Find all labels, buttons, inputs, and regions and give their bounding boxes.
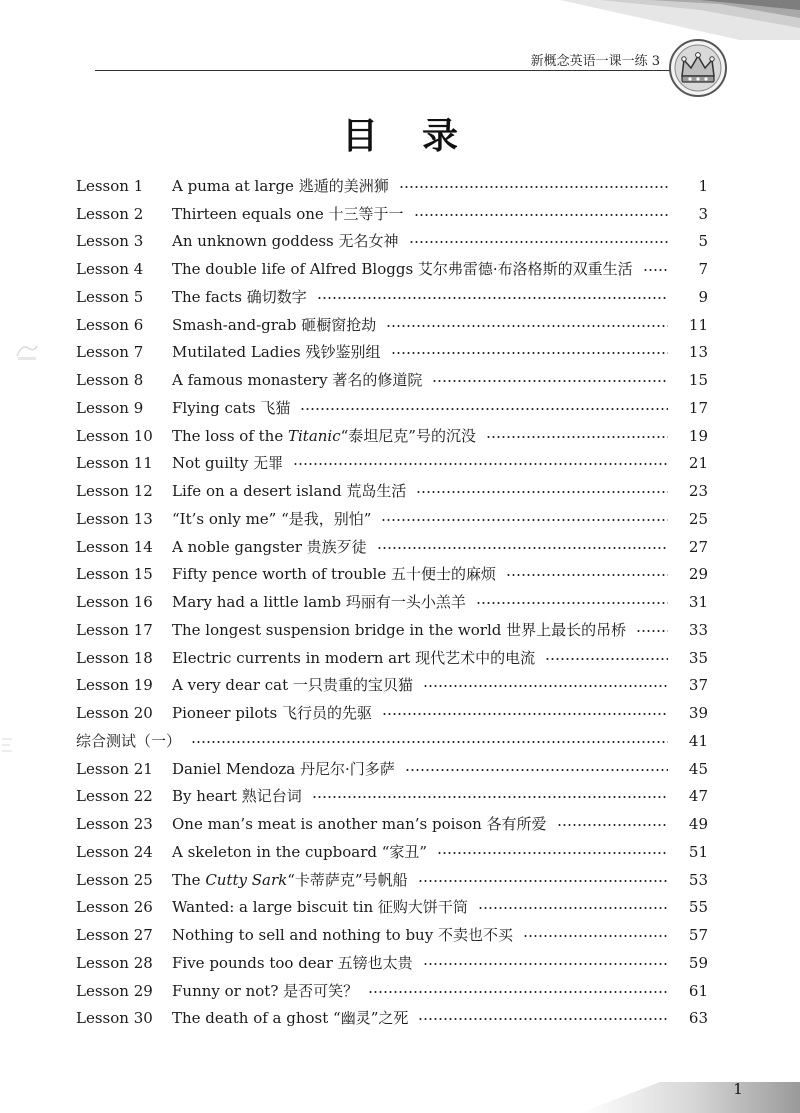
toc-entry-italic-part: Titanic — [288, 426, 341, 445]
toc-entry-part: The — [172, 870, 206, 889]
toc-page-number: 55 — [688, 898, 708, 917]
toc-row[interactable] — [76, 588, 708, 616]
toc-entry-part: Smash-and-grab 砸橱窗抢劫 — [172, 315, 377, 334]
toc-row[interactable] — [76, 755, 708, 783]
crown-icon — [668, 38, 728, 98]
toc-dot-leader — [437, 852, 668, 854]
toc-entry-title — [172, 760, 395, 778]
toc-page-number: 19 — [688, 426, 708, 445]
toc-entry-part: Mutilated Ladies 残钞鉴别组 — [172, 343, 381, 362]
toc-entry-title — [172, 621, 626, 639]
watermark-mark-icon — [0, 735, 14, 757]
toc-entry-title — [172, 954, 413, 972]
toc-lesson-label: Lesson 24 — [76, 842, 153, 861]
toc-dot-leader — [293, 463, 668, 465]
toc-page-number: 9 — [698, 287, 708, 306]
toc-dot-leader — [418, 880, 668, 882]
toc-dot-leader — [382, 713, 668, 715]
toc-lesson-label: Lesson 25 — [76, 870, 153, 889]
footer-decoration-bar — [520, 1082, 800, 1113]
toc-page-number: 51 — [688, 842, 708, 861]
toc-lesson-label: Lesson 9 — [76, 398, 144, 417]
toc-lesson-label: Lesson 29 — [76, 981, 153, 1000]
page-number: 1 — [733, 1080, 743, 1098]
toc-row[interactable] — [76, 894, 708, 922]
toc-entry-title — [172, 510, 371, 528]
toc-entry-part: Wanted: a large biscuit tin 征购大饼干筒 — [172, 898, 468, 917]
toc-lesson-label: Lesson 28 — [76, 953, 153, 972]
toc-page-number: 29 — [688, 565, 708, 584]
toc-row[interactable] — [76, 699, 708, 727]
toc-entry-title — [172, 982, 358, 1000]
toc-lesson-label: Lesson 13 — [76, 509, 153, 528]
toc-dot-leader — [486, 436, 668, 438]
toc-dot-leader — [418, 1018, 668, 1020]
toc-row[interactable] — [76, 283, 708, 311]
toc-dot-leader — [423, 963, 668, 965]
toc-dot-leader — [409, 241, 668, 243]
toc-row[interactable] — [76, 1005, 708, 1033]
toc-row[interactable] — [76, 866, 708, 894]
toc-lesson-label: Lesson 21 — [76, 759, 153, 778]
toc-dot-leader — [405, 769, 668, 771]
toc-entry-part: Electric currents in modern art 现代艺术中的电流 — [172, 648, 536, 667]
toc-entry-part: Pioneer pilots 飞行员的先驱 — [172, 704, 372, 723]
toc-lesson-label: 综合测试（一） — [76, 731, 182, 750]
toc-entry-title — [172, 843, 427, 861]
toc-lesson-label: Lesson 8 — [76, 371, 144, 390]
toc-entry-part: Life on a desert island 荒岛生活 — [172, 482, 407, 501]
toc-page-number: 25 — [688, 509, 708, 528]
toc-page-number: 23 — [688, 482, 708, 501]
toc-page-number: 7 — [698, 260, 708, 279]
toc-lesson-label: Lesson 20 — [76, 704, 153, 723]
toc-entry-title — [172, 482, 406, 500]
toc-page-number: 3 — [698, 204, 708, 223]
toc-dot-leader — [643, 269, 668, 271]
toc-entry-italic-part: Cutty Sark — [205, 870, 288, 889]
toc-entry-part: The double life of Alfred Bloggs 艾尔弗雷德·布洛格斯的双重生活 — [172, 260, 633, 279]
toc-row[interactable] — [76, 255, 708, 283]
toc-lesson-label: Lesson 16 — [76, 593, 153, 612]
toc-page-number: 47 — [688, 787, 708, 806]
watermark-logo-icon — [14, 342, 40, 364]
toc-dot-leader — [317, 297, 668, 299]
toc-dot-leader — [377, 547, 668, 549]
toc-lesson-label: Lesson 26 — [76, 898, 153, 917]
toc-page-number: 17 — [688, 398, 708, 417]
toc-lesson-label: Lesson 14 — [76, 537, 153, 556]
toc-page-number: 57 — [688, 926, 708, 945]
toc-dot-leader — [391, 352, 668, 354]
toc-row[interactable] — [76, 672, 708, 700]
toc-lesson-label: Lesson 17 — [76, 620, 153, 639]
toc-dot-leader — [636, 630, 668, 632]
toc-dot-leader — [300, 408, 668, 410]
toc-entry-part: “卡蒂萨克”号帆船 — [287, 870, 408, 889]
toc-lesson-label: Lesson 5 — [76, 287, 144, 306]
toc-row[interactable] — [76, 810, 708, 838]
toc-entry-title — [172, 871, 408, 889]
series-title: 新概念英语一课一练 3 — [530, 54, 660, 69]
toc-page-number: 5 — [698, 232, 708, 251]
toc-dot-leader — [191, 741, 668, 743]
toc-entry-title — [172, 926, 513, 944]
toc-entry-title — [172, 288, 307, 306]
toc-entry-title — [172, 898, 468, 916]
toc-entry-title — [172, 454, 283, 472]
toc-entry-title — [172, 538, 367, 556]
toc-entry-part: The loss of the — [172, 426, 288, 445]
toc-dot-leader — [478, 907, 668, 909]
toc-entry-title — [172, 316, 376, 334]
toc-row[interactable] — [76, 200, 708, 228]
toc-dot-leader — [506, 574, 668, 576]
header-rule — [95, 70, 695, 71]
toc-row[interactable] — [76, 172, 708, 200]
toc-row[interactable] — [76, 783, 708, 811]
toc-entry-part: “泰坦尼克”号的沉没 — [340, 426, 476, 445]
toc-dot-leader — [476, 602, 668, 604]
toc-entry-part: A puma at large 逃遁的美洲狮 — [172, 176, 389, 195]
toc-page-number: 27 — [688, 537, 708, 556]
toc-dot-leader — [523, 935, 668, 937]
page-title: 目录 — [341, 115, 502, 157]
toc-lesson-label: Lesson 7 — [76, 343, 144, 362]
toc-page-number: 31 — [688, 593, 708, 612]
toc-entry-part: Fifty pence worth of trouble 五十便士的麻烦 — [172, 565, 496, 584]
toc-dot-leader — [416, 491, 668, 493]
toc-lesson-label: Lesson 3 — [76, 232, 144, 251]
toc-lesson-label: Lesson 6 — [76, 315, 144, 334]
toc-entry-part: Flying cats 飞猫 — [172, 398, 291, 417]
toc-row[interactable] — [76, 949, 708, 977]
toc-row[interactable] — [76, 394, 708, 422]
toc-dot-leader — [399, 186, 668, 188]
toc-page-number: 45 — [688, 759, 708, 778]
toc-entry-part: By heart 熟记台词 — [172, 787, 302, 806]
toc-row[interactable] — [76, 977, 708, 1005]
toc-entry-part: Five pounds too dear 五镑也太贵 — [172, 953, 413, 972]
toc-dot-leader — [386, 325, 668, 327]
toc-entry-title — [172, 565, 496, 583]
toc-entry-part: The death of a ghost “幽灵”之死 — [172, 1009, 409, 1028]
toc-row[interactable] — [76, 505, 708, 533]
toc-dot-leader — [557, 824, 668, 826]
toc-row[interactable] — [76, 533, 708, 561]
toc-quiz-row[interactable] — [76, 727, 708, 755]
toc-dot-leader — [545, 658, 668, 660]
toc-page-number: 11 — [688, 315, 708, 334]
toc-dot-leader — [312, 796, 668, 798]
toc-page-number: 33 — [688, 620, 708, 639]
toc-entry-part: The longest suspension bridge in the world 世界上最长的吊桥 — [172, 620, 627, 639]
toc-entry-title — [172, 649, 535, 667]
toc-page-number: 41 — [688, 731, 708, 750]
toc-row[interactable] — [76, 422, 708, 450]
toc-entry-part: Daniel Mendoza 丹尼尔·门多萨 — [172, 759, 395, 778]
toc-dot-leader — [414, 214, 668, 216]
toc-entry-title — [172, 1009, 408, 1027]
toc-page-number: 53 — [688, 870, 708, 889]
toc-lesson-label: Lesson 12 — [76, 482, 153, 501]
toc-entry-title — [172, 815, 547, 833]
toc-entry-part: Not guilty 无罪 — [172, 454, 284, 473]
toc-row[interactable] — [76, 311, 708, 339]
toc-lesson-label: Lesson 4 — [76, 260, 144, 279]
toc-lesson-label: Lesson 30 — [76, 1009, 153, 1028]
toc-entry-title — [172, 343, 381, 361]
toc-page-number: 63 — [688, 1009, 708, 1028]
toc-page-number: 13 — [688, 343, 708, 362]
toc-lesson-label: Lesson 15 — [76, 565, 153, 584]
toc-row[interactable] — [76, 477, 708, 505]
toc-page-number: 21 — [688, 454, 708, 473]
toc-entry-part: Thirteen equals one 十三等于一 — [172, 204, 404, 223]
toc-entry-title — [172, 177, 389, 195]
toc-entry-part: A famous monastery 著名的修道院 — [172, 371, 423, 390]
toc-row[interactable] — [76, 921, 708, 949]
toc-entry-title — [172, 232, 399, 250]
toc-page-number: 37 — [688, 676, 708, 695]
toc-dot-leader — [423, 685, 668, 687]
toc-lesson-label: Lesson 10 — [76, 426, 153, 445]
toc-entry-title — [172, 593, 466, 611]
toc-entry-title — [172, 399, 290, 417]
toc-entry-title — [172, 260, 633, 278]
toc-entry-part: “It’s only me” “是我，别怕” — [172, 509, 372, 528]
toc-entry-part: A very dear cat 一只贵重的宝贝猫 — [172, 676, 413, 695]
toc-page-number: 15 — [688, 371, 708, 390]
toc-row[interactable] — [76, 838, 708, 866]
toc-lesson-label: Lesson 18 — [76, 648, 153, 667]
toc-dot-leader — [432, 380, 668, 382]
toc-entry-part: Mary had a little lamb 玛丽有一头小羔羊 — [172, 593, 466, 612]
toc-row[interactable] — [76, 339, 708, 367]
toc-entry-title — [172, 676, 413, 694]
toc-page-number: 35 — [688, 648, 708, 667]
toc-row[interactable] — [76, 450, 708, 478]
toc-entry-title — [172, 205, 404, 223]
toc-entry-title — [172, 704, 372, 722]
toc-dot-leader — [368, 991, 668, 993]
toc-page-number: 59 — [688, 953, 708, 972]
toc-lesson-label: Lesson 27 — [76, 926, 153, 945]
toc-entry-part: The facts 确切数字 — [172, 287, 307, 306]
toc-entry-part: A noble gangster 贵族歹徒 — [172, 537, 367, 556]
toc-page-number: 61 — [688, 981, 708, 1000]
toc-row[interactable] — [76, 616, 708, 644]
toc-entry-part: One man’s meat is another man’s poison 各有所爱 — [172, 815, 547, 834]
toc-entry-part: Funny or not? 是否可笑？ — [172, 981, 359, 1000]
toc-row[interactable] — [76, 561, 708, 589]
toc-entry-part: A skeleton in the cupboard “家丑” — [172, 842, 428, 861]
table-of-contents — [76, 172, 708, 1032]
toc-lesson-label: Lesson 19 — [76, 676, 153, 695]
toc-row[interactable] — [76, 366, 708, 394]
toc-lesson-label: Lesson 1 — [76, 176, 144, 195]
toc-lesson-label: Lesson 2 — [76, 204, 144, 223]
toc-row[interactable] — [76, 644, 708, 672]
toc-entry-title — [172, 787, 302, 805]
toc-page-number: 1 — [698, 176, 708, 195]
toc-lesson-label: Lesson 11 — [76, 454, 153, 473]
toc-entry-part: Nothing to sell and nothing to buy 不卖也不买 — [172, 926, 513, 945]
toc-entry-title — [172, 371, 422, 389]
toc-lesson-label: Lesson 23 — [76, 815, 153, 834]
toc-row[interactable] — [76, 228, 708, 256]
toc-entry-title — [172, 427, 476, 445]
toc-dot-leader — [381, 519, 668, 521]
toc-page-number: 49 — [688, 815, 708, 834]
toc-entry-part: An unknown goddess 无名女神 — [172, 232, 399, 251]
toc-page-number: 39 — [688, 704, 708, 723]
toc-lesson-label: Lesson 22 — [76, 787, 153, 806]
